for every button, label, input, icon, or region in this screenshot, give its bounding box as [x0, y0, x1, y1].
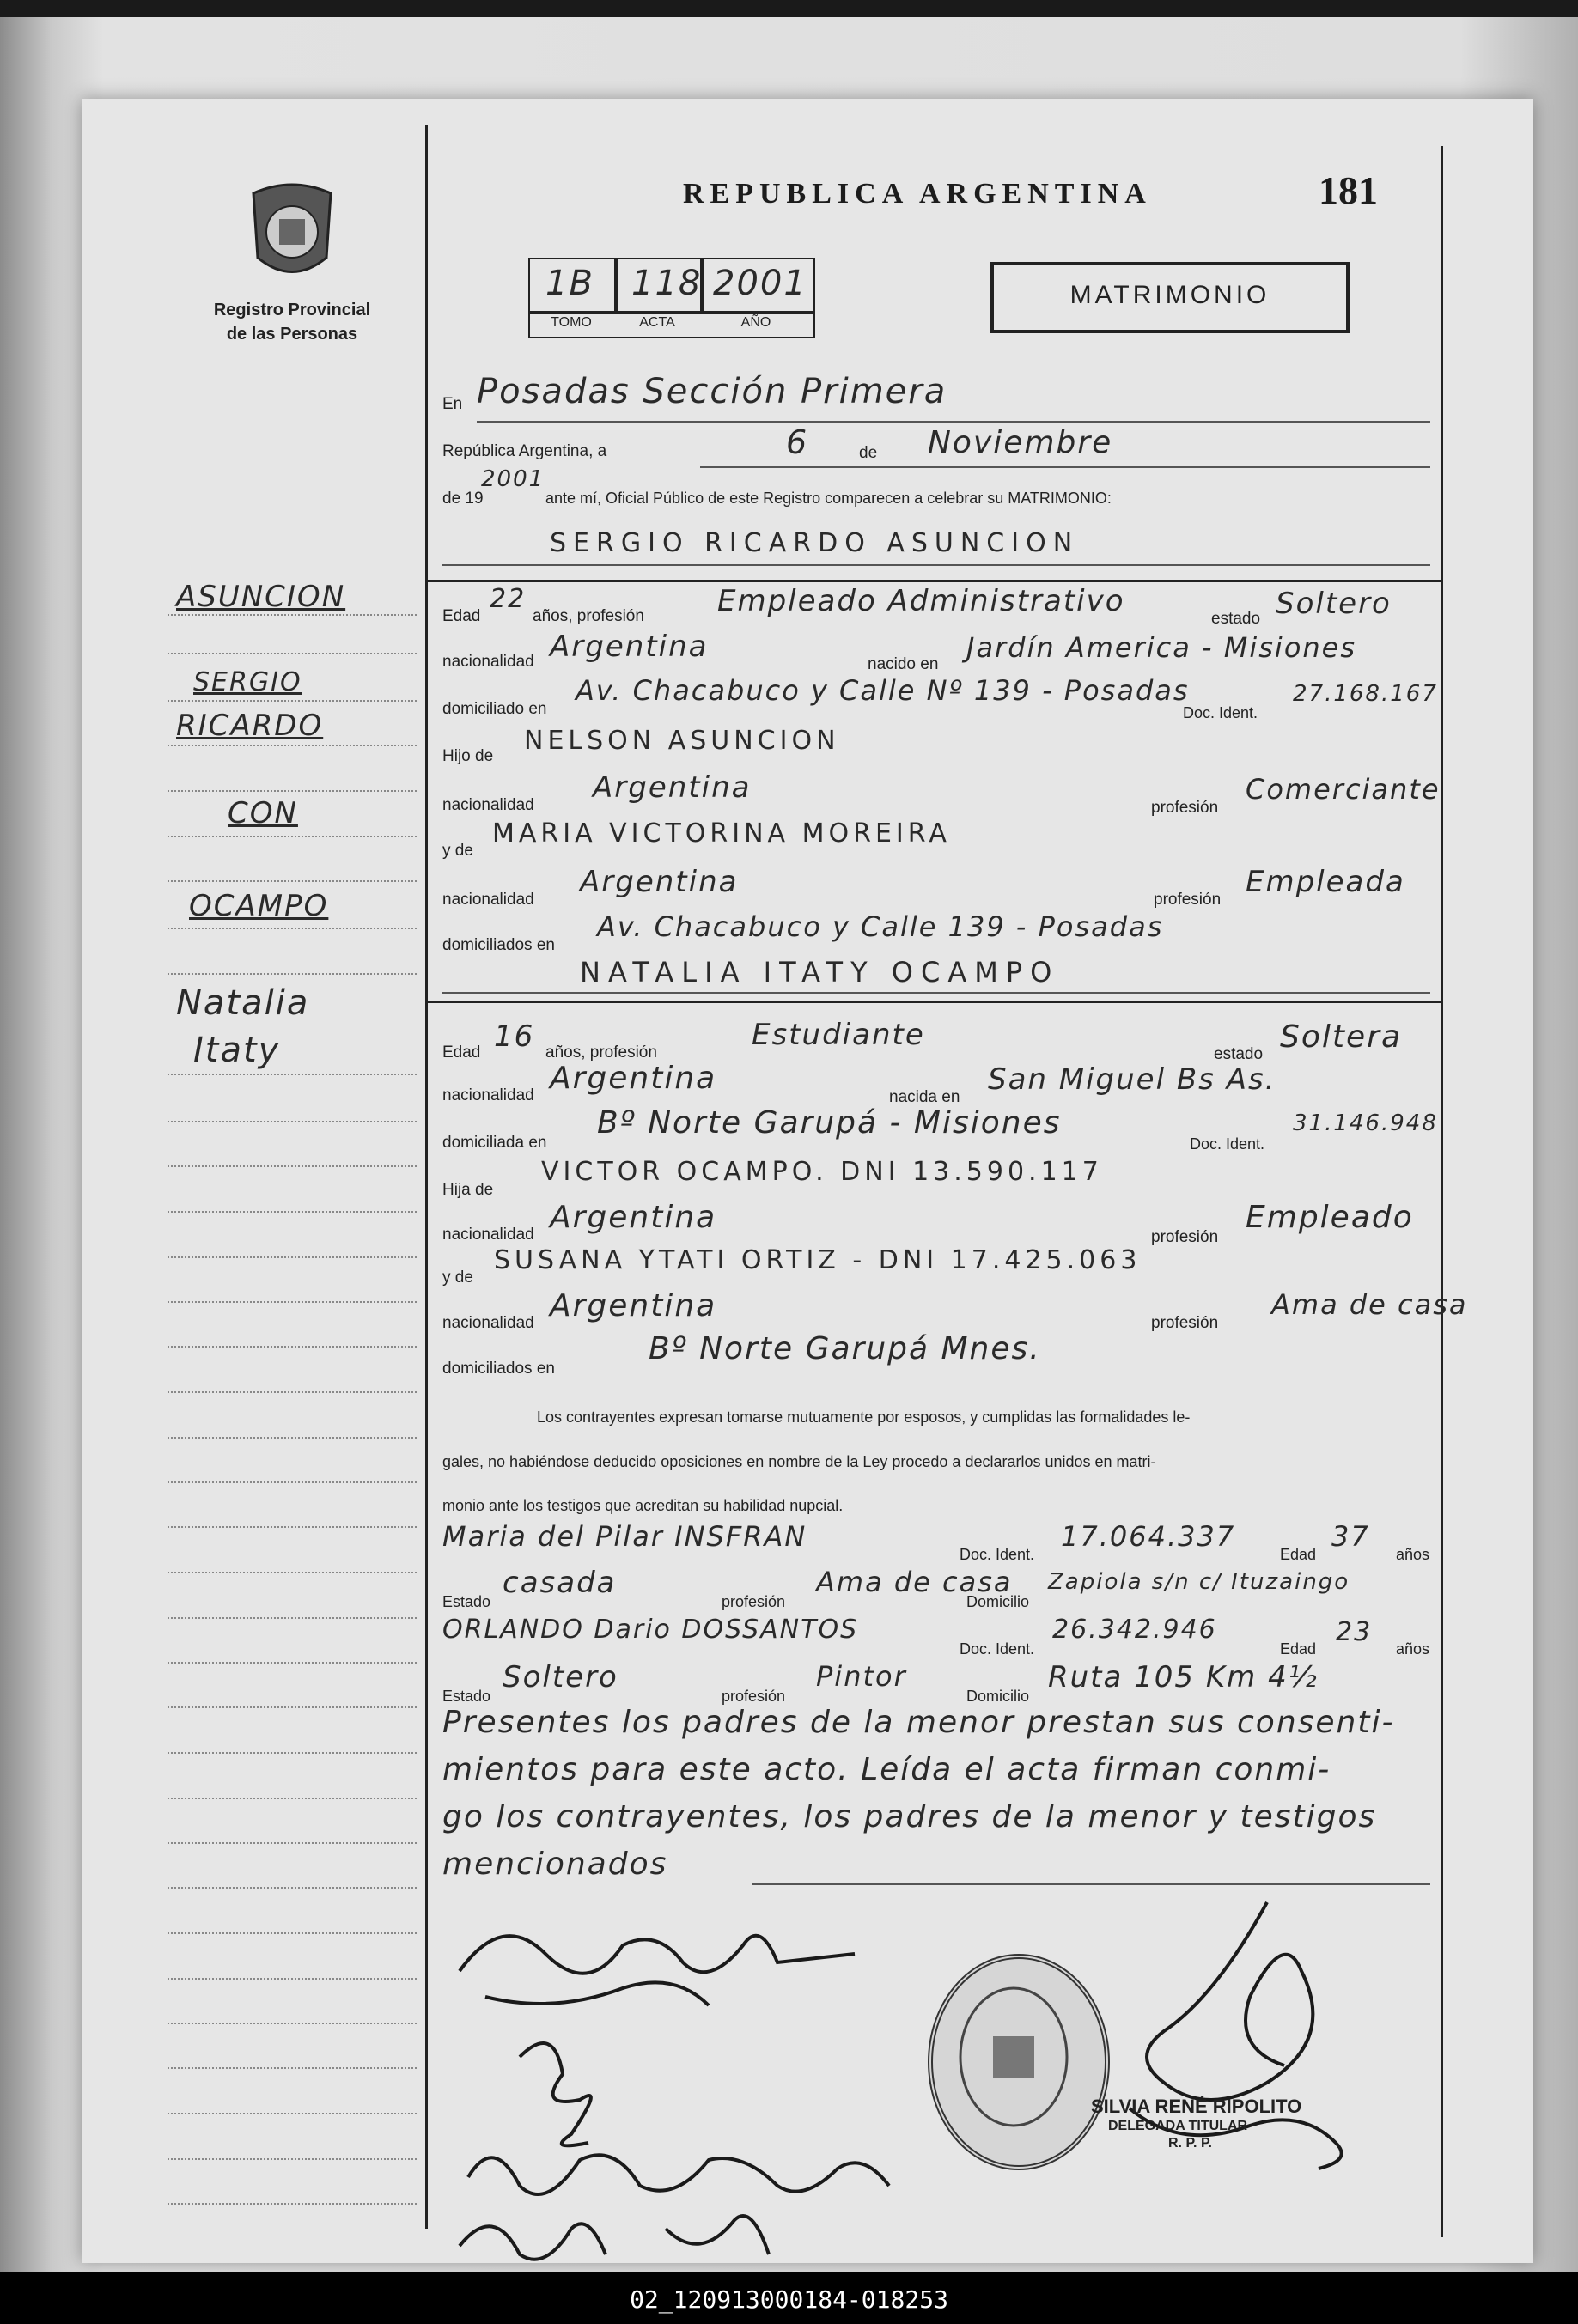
- bride-birthplace: San Miguel Bs As.: [988, 1062, 1276, 1097]
- witness-1-name: Maria del Pilar INSFRAN: [442, 1520, 807, 1553]
- margin-rule: [168, 880, 417, 882]
- witness-2-profession: Pintor: [816, 1660, 907, 1693]
- margin-rule: [168, 973, 417, 975]
- coat-of-arms-icon: [241, 176, 344, 288]
- margin-rule: [168, 1617, 417, 1619]
- groom-mother-nationality: Argentina: [580, 865, 739, 899]
- margin-rule: [168, 1662, 417, 1664]
- acta-value: 118: [631, 264, 703, 303]
- witness-1-anos-label: años: [1396, 1546, 1430, 1563]
- witness-2-edad-label: Edad: [1280, 1640, 1317, 1658]
- bride-domiciliada-label: domiciliada en: [442, 1134, 547, 1152]
- month-value: Noviembre: [928, 425, 1113, 460]
- groom-birthplace: Jardín America - Misiones: [966, 631, 1357, 664]
- witness-2-domicilio: Ruta 105 Km 4½: [1048, 1660, 1319, 1694]
- bride-father-nacionalidad-label: nacionalidad: [442, 1226, 534, 1244]
- margin-rule: [168, 1752, 417, 1754]
- registry-name-line2: de las Personas: [226, 325, 358, 344]
- margin-note-surname-groom: ASUNCION: [176, 580, 346, 614]
- witness-2-name: ORLANDO Dario DOSSANTOS: [442, 1615, 859, 1645]
- bride-doc: 31.146.948: [1293, 1110, 1438, 1136]
- bride-mother-profesion-label: profesión: [1151, 1314, 1219, 1332]
- witness-2-estado: Soltero: [503, 1660, 618, 1694]
- official-office: R. P. P.: [1168, 2136, 1212, 2151]
- groom-name-rule: [442, 564, 1430, 566]
- margin-rule: [168, 2067, 417, 2069]
- witness-1-domicilio-label: Domicilio: [966, 1593, 1030, 1610]
- margin-rule: [168, 1572, 417, 1573]
- margin-column-divider: [425, 125, 428, 2229]
- groom-mother-profession: Empleada: [1246, 865, 1405, 899]
- bride-father: VICTOR OCAMPO. DNI 13.590.117: [541, 1157, 1103, 1187]
- groom-father-profession: Comerciante: [1246, 773, 1441, 806]
- groom-nacido-label: nacido en: [868, 655, 939, 673]
- notes-end-rule: [752, 1883, 1430, 1885]
- bride-mother: SUSANA YTATI ORTIZ - DNI 17.425.063: [494, 1245, 1142, 1275]
- margin-rule: [168, 1887, 417, 1889]
- tomo-value: 1B: [545, 264, 594, 303]
- margin-rule: [168, 790, 417, 792]
- groom-father-nationality: Argentina: [593, 770, 752, 805]
- margin-note-first-name-1: SERGIO: [193, 667, 302, 697]
- place-rule: [477, 421, 1430, 423]
- record-type-label: MATRIMONIO: [1069, 281, 1270, 309]
- groom-estado: Soltero: [1276, 587, 1392, 621]
- margin-rule: [168, 1932, 417, 1934]
- witness-1-edad-label: Edad: [1280, 1546, 1317, 1563]
- groom-parents-address: Av. Chacabuco y Calle 139 - Posadas: [597, 910, 1164, 943]
- margin-rule: [168, 1301, 417, 1303]
- groom-nacionalidad-label: nacionalidad: [442, 653, 534, 671]
- margin-rule: [168, 2023, 417, 2024]
- margin-note-bride-name-2: Itaty: [193, 1031, 281, 1070]
- witness-1-estado-label: Estado: [442, 1593, 491, 1610]
- ante-text: ante mí, Oficial Público de este Registro comparecen a celebrar su MATRIMONIO:: [545, 490, 1112, 507]
- witness-1-profesion-label: profesión: [722, 1593, 786, 1610]
- groom-hijo-label: Hijo de: [442, 747, 494, 765]
- groom-age: 22: [490, 584, 527, 614]
- margin-rule: [168, 700, 417, 702]
- tomo-label: TOMO: [551, 315, 592, 330]
- republica-label: República Argentina, a: [442, 442, 607, 460]
- bride-nationality: Argentina: [550, 1061, 717, 1096]
- registry-name-line1: Registro Provincial: [213, 301, 371, 319]
- margin-rule: [168, 1798, 417, 1799]
- bride-mother-profession: Ama de casa: [1271, 1288, 1468, 1321]
- bride-profession: Estudiante: [752, 1018, 925, 1052]
- witness-2-doc: 26.342.946: [1052, 1615, 1217, 1645]
- image-id-footer: 02_120913000184-018253: [630, 2285, 948, 2314]
- bride-father-profession: Empleado: [1246, 1200, 1414, 1235]
- groom-domiciliado-label: domiciliado en: [442, 700, 547, 718]
- official-title: DELEGADA TITULAR: [1108, 2119, 1248, 2133]
- year-prefix: de 19: [442, 490, 484, 508]
- margin-rule: [168, 745, 417, 746]
- right-border-line: [1441, 146, 1443, 2237]
- witness-1-doc-label: Doc. Ident.: [960, 1546, 1035, 1563]
- page-number: 181: [1319, 168, 1378, 212]
- groom-anos-profesion-label: años, profesión: [533, 607, 644, 625]
- margin-rule: [168, 836, 417, 837]
- witness-2-estado-label: Estado: [442, 1688, 491, 1705]
- margin-note-first-name-2: RICARDO: [176, 709, 324, 743]
- official-name: SILVIA RENÉ RIPOLITO: [1091, 2096, 1302, 2117]
- groom-yde-label: y de: [442, 842, 473, 860]
- bride-domiciliados-label: domiciliados en: [442, 1360, 555, 1378]
- bride-nacionalidad-label: nacionalidad: [442, 1086, 534, 1104]
- bride-father-profesion-label: profesión: [1151, 1228, 1219, 1246]
- year-value: 2001: [481, 466, 545, 492]
- witness-1-estado: casada: [503, 1566, 617, 1600]
- note-line-1: Presentes los padres de la menor prestan sus consenti-: [442, 1705, 1395, 1740]
- bride-hija-label: Hija de: [442, 1181, 494, 1199]
- country-heading: REPUBLICA ARGENTINA: [683, 178, 1152, 210]
- bride-estado-label: estado: [1214, 1045, 1264, 1063]
- margin-rule: [168, 1346, 417, 1348]
- margin-rule: [168, 1121, 417, 1122]
- margin-rule: [168, 614, 417, 616]
- bride-address: Bº Norte Garupá - Misiones: [597, 1105, 1062, 1141]
- margin-rule: [168, 1481, 417, 1483]
- groom-mother: MARIA VICTORINA MOREIRA: [492, 818, 951, 849]
- margin-rule: [168, 1256, 417, 1258]
- margin-note-con: CON: [228, 796, 298, 830]
- month-prefix-label: de: [859, 444, 878, 462]
- margin-rule: [168, 2113, 417, 2114]
- witness-2-anos-label: años: [1396, 1640, 1430, 1658]
- witness-1-profession: Ama de casa: [816, 1566, 1013, 1598]
- place-value: Posadas Sección Primera: [477, 372, 947, 411]
- groom-mother-nacionalidad-label: nacionalidad: [442, 891, 534, 909]
- ano-label: AÑO: [740, 315, 771, 330]
- groom-edad-label: Edad: [442, 607, 481, 625]
- margin-rule: [168, 928, 417, 929]
- en-label: En: [442, 395, 463, 413]
- signature-groom: [451, 1894, 898, 2031]
- margin-rule: [168, 1706, 417, 1708]
- section-divider-bride: [425, 1001, 1443, 1003]
- bride-name-value: NATALIA ITATY OCAMPO: [580, 956, 1060, 989]
- bride-mother-nationality: Argentina: [550, 1288, 717, 1323]
- witness-2-doc-label: Doc. Ident.: [960, 1640, 1035, 1658]
- groom-profession: Empleado Administrativo: [717, 584, 1125, 618]
- bride-age: 16: [494, 1019, 535, 1054]
- signature-official: [1078, 1894, 1422, 2177]
- registry-page: [82, 99, 1533, 2263]
- note-line-3: go los contrayentes, los padres de la menor y testigos: [442, 1799, 1377, 1834]
- margin-rule: [168, 2203, 417, 2205]
- bride-edad-label: Edad: [442, 1043, 481, 1062]
- note-line-4: mencionados: [442, 1846, 668, 1882]
- witness-1-doc: 17.064.337: [1061, 1520, 1236, 1553]
- acta-label: ACTA: [639, 315, 675, 330]
- witness-2-age: 23: [1336, 1617, 1373, 1647]
- margin-rule: [168, 1391, 417, 1393]
- margin-rule: [168, 1211, 417, 1213]
- witness-2-profesion-label: profesión: [722, 1688, 786, 1705]
- bride-parents-address: Bº Norte Garupá Mnes.: [649, 1331, 1041, 1366]
- groom-estado-label: estado: [1211, 610, 1261, 628]
- bride-name-rule: [442, 992, 1430, 994]
- groom-doc-label: Doc. Ident.: [1183, 704, 1258, 721]
- groom-father: NELSON ASUNCION: [524, 726, 840, 756]
- declaration-line-3: monio ante los testigos que acreditan su habilidad nupcial.: [442, 1497, 844, 1514]
- witness-1-domicilio: Zapiola s/n c/ Ituzaingo: [1048, 1569, 1350, 1595]
- margin-rule: [168, 1165, 417, 1167]
- groom-address: Av. Chacabuco y Calle Nº 139 - Posadas: [576, 674, 1190, 707]
- margin-rule: [168, 2158, 417, 2160]
- margin-rule: [168, 653, 417, 654]
- margin-rule: [168, 1842, 417, 1844]
- groom-father-nacionalidad-label: nacionalidad: [442, 796, 534, 814]
- margin-rule: [168, 1526, 417, 1528]
- bride-anos-profesion-label: años, profesión: [545, 1043, 657, 1062]
- margin-note-bride-name-1: Natalia: [176, 983, 310, 1023]
- bride-nacida-label: nacida en: [889, 1088, 960, 1106]
- document-background: [0, 17, 1578, 2276]
- declaration-line-1: Los contrayentes expresan tomarse mutuamente por esposos, y cumplidas las formalidades le-: [537, 1408, 1191, 1426]
- witness-2-domicilio-label: Domicilio: [966, 1688, 1030, 1705]
- ano-value: 2001: [713, 264, 807, 303]
- groom-nationality: Argentina: [550, 630, 709, 664]
- groom-domiciliados-label: domiciliados en: [442, 936, 555, 954]
- declaration-line-2: gales, no habiéndose deducido oposiciones en nombre de la Ley procedo a declararlos unidos en matri-: [442, 1453, 1156, 1470]
- bride-estado: Soltera: [1280, 1019, 1403, 1055]
- margin-rule: [168, 1978, 417, 1980]
- section-divider-groom: [425, 580, 1443, 582]
- bride-mother-nacionalidad-label: nacionalidad: [442, 1314, 534, 1332]
- groom-father-profesion-label: profesión: [1151, 799, 1219, 817]
- groom-mother-profesion-label: profesión: [1154, 891, 1222, 909]
- bride-father-nationality: Argentina: [550, 1200, 717, 1235]
- note-line-2: mientos para este acto. Leída el acta firman conmi-: [442, 1752, 1331, 1787]
- signature-witness-2: [442, 2194, 838, 2280]
- bride-doc-label: Doc. Ident.: [1190, 1135, 1265, 1153]
- bride-yde-label: y de: [442, 1268, 473, 1287]
- margin-rule: [168, 1074, 417, 1075]
- witness-1-age: 37: [1331, 1520, 1370, 1553]
- groom-doc: 27.168.167: [1293, 681, 1438, 707]
- day-value: 6: [786, 423, 809, 461]
- margin-note-surname-bride: OCAMPO: [189, 889, 329, 923]
- margin-rule: [168, 1437, 417, 1439]
- groom-name-value: SERGIO RICARDO ASUNCION: [550, 528, 1080, 558]
- date-rule: [700, 466, 1430, 468]
